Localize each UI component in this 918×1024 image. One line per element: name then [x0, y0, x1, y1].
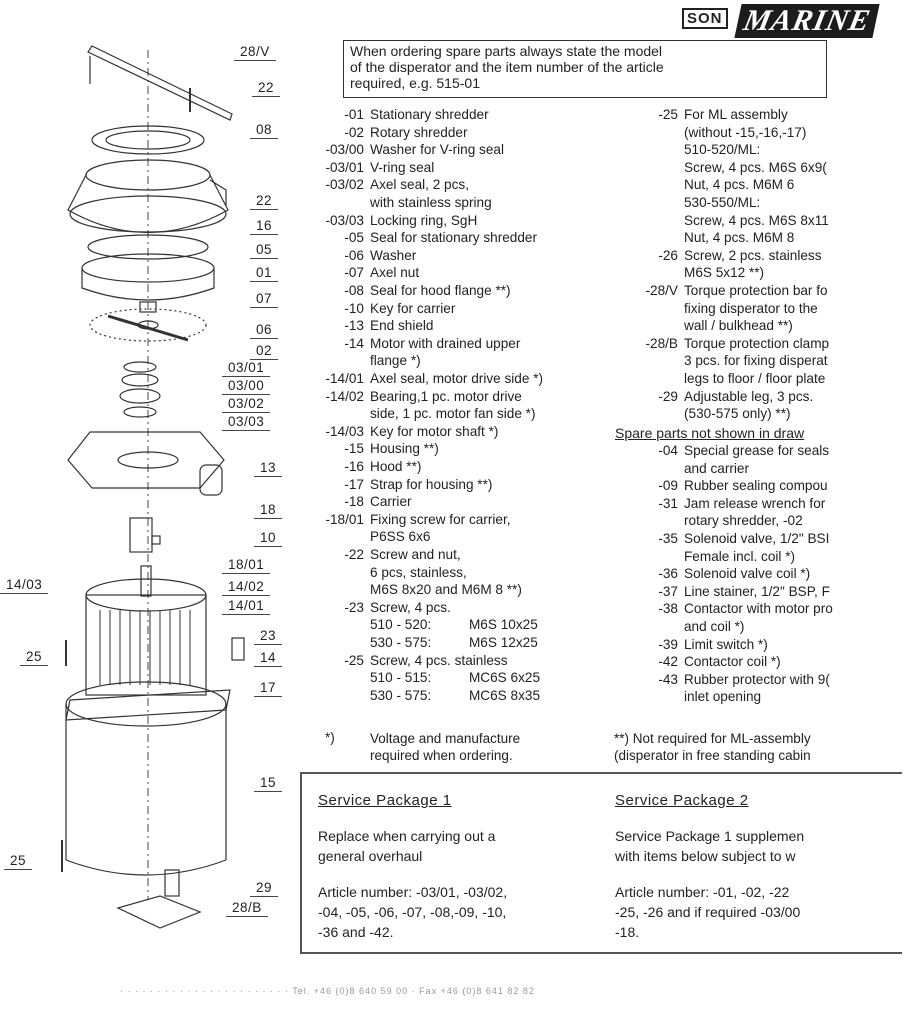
leader-line — [0, 593, 48, 594]
parts-list-row — [370, 352, 421, 370]
parts-list-row — [344, 124, 468, 142]
label-08: 08 — [256, 122, 272, 137]
part-description: Contactor with motor pro — [684, 601, 833, 617]
leader-line — [254, 696, 282, 697]
part-description: Fixing screw for carrier, — [370, 511, 511, 527]
part-description: Nut, 4 pcs. M6M 8 — [684, 230, 795, 246]
parts-list-left — [325, 106, 615, 716]
label-02: 02 — [256, 343, 272, 358]
part-description: 510-520/ML: — [684, 142, 761, 158]
parts-list-row — [344, 282, 511, 300]
pkg1-desc-line: general overhaul — [318, 848, 423, 864]
not-shown-heading: Spare parts not shown in draw — [615, 425, 805, 441]
service-package-1-desc — [318, 826, 495, 866]
part-number: -28/B — [645, 335, 678, 351]
parts-list-row — [344, 599, 451, 617]
parts-list-row — [344, 264, 420, 282]
parts-list-row — [325, 388, 522, 406]
part-number: -09 — [658, 478, 678, 494]
company-logo — [680, 4, 880, 42]
label-22-top: 22 — [258, 80, 274, 95]
parts-not-shown-row — [658, 671, 830, 689]
part-description: Washer for V-ring seal — [370, 142, 504, 158]
service-package-2-title: Service Package 2 — [615, 792, 749, 809]
part-number: -01 — [344, 107, 364, 122]
part-number: -14/02 — [325, 388, 364, 404]
part-description: P6SS 6x6 — [370, 529, 431, 545]
part-description: Screw, 4 pcs. — [370, 599, 451, 615]
leader-line — [222, 573, 270, 574]
part-description: legs to floor / floor plate — [684, 371, 826, 386]
parts-list-row — [344, 546, 461, 564]
part-description: (without -15,-16,-17) — [684, 124, 807, 140]
part-description: 530 - 575: M6S 12x25 — [370, 635, 538, 650]
part-number: -31 — [658, 495, 678, 511]
parts-list-row — [344, 476, 493, 494]
part-description: inlet opening — [684, 689, 762, 705]
part-number: -03/00 — [325, 142, 364, 158]
label-23: 23 — [260, 628, 276, 643]
parts-list-row — [684, 176, 794, 194]
part-description: Torque protection bar fo — [684, 283, 828, 298]
part-description: Stationary shredder — [370, 107, 489, 122]
part-description: rotary shredder, -02 — [684, 513, 803, 529]
parts-list-row — [344, 300, 456, 318]
part-number: -38 — [658, 601, 678, 617]
leader-line — [20, 665, 48, 666]
part-number: -07 — [344, 265, 364, 281]
service-package-1-title: Service Package 1 — [318, 792, 452, 809]
service-package-1-articles — [318, 882, 507, 942]
label-25-bottom: 25 — [10, 853, 26, 868]
parts-not-shown-list — [658, 442, 914, 712]
part-number: -18/01 — [325, 511, 364, 527]
part-number: -37 — [658, 583, 678, 599]
part-number: -15 — [344, 441, 364, 457]
part-15-housing-bottom — [66, 860, 226, 875]
part-number: -08 — [344, 283, 364, 298]
part-number: -03/01 — [325, 159, 364, 175]
label-14: 14 — [260, 650, 276, 665]
footnote-2-line: (disperator in free standing cabin — [614, 748, 811, 763]
part-description: Special grease for seals — [684, 443, 830, 458]
parts-not-shown-row — [658, 442, 830, 460]
parts-list-row — [370, 405, 535, 423]
parts-not-shown-row — [658, 477, 828, 495]
parts-list-row — [684, 159, 827, 177]
part-description: Limit switch *) — [684, 636, 768, 652]
parts-list-row — [684, 405, 791, 423]
pkg1-article-line: -04, -05, -06, -07, -08,-09, -10, — [318, 904, 507, 920]
pkg2-desc-line: with items below subject to w — [615, 848, 796, 864]
leader-line — [222, 430, 270, 431]
part-28b-clamp — [118, 896, 200, 928]
parts-list-row — [684, 264, 764, 282]
part-description: Screw, 2 pcs. stainless — [684, 247, 822, 263]
part-description: Rotary shredder — [370, 124, 468, 140]
service-package-2-desc — [615, 826, 804, 866]
parts-list-row — [325, 212, 478, 230]
parts-list-row — [344, 106, 489, 124]
part-23-screw — [232, 638, 244, 660]
label-25-left: 25 — [26, 649, 42, 664]
parts-list-row — [370, 194, 492, 212]
part-number: -04 — [658, 443, 678, 458]
part-description: wall / bulkhead **) — [684, 318, 793, 334]
label-28b: 28/B — [232, 900, 262, 915]
part-02-blade — [108, 316, 188, 340]
part-description: For ML assembly — [684, 107, 788, 122]
part-description: Key for motor shaft *) — [370, 423, 499, 439]
parts-list-row — [370, 616, 538, 634]
parts-list-row — [325, 141, 504, 159]
parts-not-shown-row — [684, 548, 795, 566]
part-number: -14/01 — [325, 371, 364, 386]
parts-list-row — [684, 124, 806, 142]
part-number: -28/V — [645, 283, 678, 298]
footnote-1-line: required when ordering. — [370, 748, 513, 763]
parts-list-row — [370, 528, 430, 546]
parts-not-shown-row — [684, 618, 744, 636]
notice-line: required, e.g. 515-01 — [350, 75, 480, 91]
parts-list-row — [325, 176, 469, 194]
parts-list-row — [344, 440, 439, 458]
part-15-housing-top — [66, 682, 226, 726]
parts-list-row — [325, 370, 544, 388]
part-description: Torque protection clamp — [684, 335, 830, 351]
pkg1-article-line: -36 and -42. — [318, 924, 394, 940]
part-number: -35 — [658, 531, 678, 546]
leader-line — [250, 281, 278, 282]
leader-line — [250, 138, 278, 139]
parts-not-shown-row — [658, 583, 830, 601]
pkg1-desc-line: Replace when carrying out a — [318, 828, 496, 844]
parts-list-row — [370, 669, 540, 687]
part-number: -25 — [658, 107, 678, 122]
part-description: 6 pcs, stainless, — [370, 564, 467, 580]
footnote-1 — [370, 730, 520, 764]
part-number: -22 — [344, 547, 364, 562]
parts-list-row — [325, 423, 499, 441]
part-description: Contactor coil *) — [684, 654, 781, 670]
part-description: Screw and nut, — [370, 547, 461, 562]
part-number: -36 — [658, 566, 678, 582]
part-description: Female incl. coil *) — [684, 548, 796, 564]
parts-not-shown-row — [658, 600, 833, 618]
leader-line — [250, 209, 278, 210]
label-22-side: 22 — [256, 193, 272, 208]
part-description: Strap for housing **) — [370, 476, 493, 492]
parts-list-row — [684, 212, 829, 230]
part-03-02-axel-seal — [120, 389, 160, 403]
part-description: 510 - 515: MC6S 6x25 — [370, 670, 541, 686]
part-14-motor-fins — [100, 610, 190, 685]
part-description: Carrier — [370, 494, 412, 510]
label-05: 05 — [256, 242, 272, 257]
parts-not-shown-row — [684, 688, 761, 706]
part-description: Seal for stationary shredder — [370, 230, 537, 246]
part-number: -03/02 — [325, 177, 364, 193]
part-description: (530-575 only) **) — [684, 406, 791, 422]
leader-line — [222, 412, 270, 413]
parts-list-row — [344, 335, 521, 353]
parts-not-shown-row — [658, 495, 826, 513]
parts-list-row — [370, 634, 538, 652]
part-28v-bar — [88, 46, 232, 120]
parts-not-shown-row — [658, 565, 811, 583]
part-description: 530 - 575: MC6S 8x35 — [370, 687, 541, 703]
leader-line — [252, 96, 280, 97]
part-description: with stainless spring — [370, 195, 492, 210]
part-description: Screw, 4 pcs. M6S 8x11 — [684, 212, 829, 228]
parts-list-row — [684, 370, 825, 388]
parts-list-row — [684, 352, 828, 370]
part-description: Jam release wrench for — [684, 495, 826, 511]
parts-list-row — [645, 282, 828, 300]
part-number: -10 — [344, 300, 364, 316]
parts-list-row — [658, 106, 788, 124]
part-14-motor-body — [86, 595, 206, 695]
parts-list-row — [684, 300, 818, 318]
notice-line: When ordering spare parts always state the model — [350, 43, 663, 59]
label-13: 13 — [260, 460, 276, 475]
part-description: Line stainer, 1/2" BSP, F — [684, 583, 830, 599]
exploded-view-diagram — [0, 40, 300, 940]
leader-line — [4, 869, 32, 870]
label-03-01: 03/01 — [228, 360, 264, 375]
part-description: flange *) — [370, 353, 421, 369]
pkg1-article-line: Article number: -03/01, -03/02, — [318, 884, 508, 900]
leader-line — [254, 791, 282, 792]
pkg2-article-line: -18. — [615, 924, 640, 940]
parts-list-right — [645, 106, 914, 422]
part-number: -43 — [658, 671, 678, 687]
part-number: -05 — [344, 230, 364, 246]
logo-son-text: SON — [682, 8, 728, 29]
leader-line — [234, 60, 276, 61]
notice-line: of the disperator and the item number of the article — [350, 59, 664, 75]
part-03-03-locking-ring — [124, 407, 156, 417]
label-15: 15 — [260, 775, 276, 790]
part-description: Axel seal, motor drive side *) — [370, 371, 544, 386]
part-description: side, 1 pc. motor fan side *) — [370, 406, 536, 422]
leader-line — [254, 644, 282, 645]
part-description: Motor with drained upper — [370, 335, 521, 351]
part-number: -02 — [344, 124, 364, 140]
part-number: -14 — [344, 335, 364, 351]
leader-line — [222, 394, 270, 395]
part-description: Screw, 4 pcs. stainless — [370, 652, 508, 668]
logo-marine-text: MARINE — [734, 4, 879, 38]
parts-list-row — [658, 388, 814, 406]
pkg2-desc-line: Service Package 1 supplemen — [615, 828, 805, 844]
parts-not-shown-row — [658, 653, 781, 671]
leader-line — [250, 234, 278, 235]
part-description: End shield — [370, 318, 434, 334]
part-description: Adjustable leg, 3 pcs. — [684, 388, 814, 404]
part-description: Rubber sealing compou — [684, 478, 828, 494]
parts-not-shown-row — [684, 460, 749, 478]
parts-list-row — [370, 581, 522, 599]
part-number: -17 — [344, 476, 364, 492]
footnote-1-line: Voltage and manufacture — [370, 731, 521, 746]
part-description: 510 - 520: M6S 10x25 — [370, 617, 538, 633]
label-18: 18 — [260, 502, 276, 517]
service-package-box — [300, 772, 902, 954]
parts-list-row — [344, 247, 417, 265]
label-29: 29 — [256, 880, 272, 895]
part-description: Solenoid valve, 1/2" BSI — [684, 531, 830, 546]
part-03-00-washer — [122, 374, 158, 386]
parts-list-row — [325, 511, 511, 529]
part-description: Solenoid valve coil *) — [684, 566, 811, 582]
leader-line — [222, 595, 270, 596]
part-03-01-vring — [124, 362, 156, 372]
parts-not-shown-row — [658, 636, 768, 654]
leader-line — [226, 916, 268, 917]
parts-list-row — [684, 141, 760, 159]
parts-list-row — [684, 317, 793, 335]
part-description: M6S 8x20 and M6M 8 **) — [370, 582, 522, 598]
page-footer: · · · · · · · · · · · · · · · · · · · · · · · Tel. +46 (0)8 640 59 00 · Fax +46 (0)8 641 82 82 — [120, 986, 535, 996]
footnote-2-line: **) Not required for ML-assembly — [614, 731, 811, 746]
pkg2-article-line: Article number: -01, -02, -22 — [615, 884, 790, 900]
part-14-motor-shaft — [141, 566, 151, 596]
part-description: Screw, 4 pcs. M6S 6x9( — [684, 159, 827, 175]
parts-list-row — [658, 247, 822, 265]
leader-line — [222, 614, 270, 615]
parts-list-row — [344, 458, 422, 476]
label-01: 01 — [256, 265, 272, 280]
parts-list-row — [370, 687, 540, 705]
part-description: 530-550/ML: — [684, 195, 761, 210]
leader-line — [254, 518, 282, 519]
part-description: and carrier — [684, 460, 749, 476]
parts-not-shown-row — [658, 530, 830, 548]
part-number: -39 — [658, 636, 678, 652]
part-description: 3 pcs. for fixing disperat — [684, 353, 828, 369]
parts-not-shown-row — [684, 512, 803, 530]
leader-line — [254, 666, 282, 667]
parts-list-row — [344, 493, 412, 511]
parts-list-row — [684, 194, 760, 212]
label-16: 16 — [256, 218, 272, 233]
part-description: Hood **) — [370, 459, 422, 474]
label-14-02: 14/02 — [228, 579, 264, 594]
parts-list-row — [645, 335, 830, 353]
leader-line — [254, 546, 282, 547]
parts-list-row — [344, 652, 508, 670]
part-description: Key for carrier — [370, 300, 456, 316]
part-description: Axel seal, 2 pcs, — [370, 177, 469, 193]
service-package-2-articles — [615, 882, 800, 942]
footnote-2 — [614, 730, 914, 764]
part-18-carrier — [130, 518, 152, 552]
part-description: fixing disperator to the — [684, 300, 818, 316]
part-number: -26 — [658, 247, 678, 263]
part-number: -18 — [344, 494, 364, 510]
part-number: -29 — [658, 388, 678, 404]
parts-list-row — [684, 229, 794, 247]
part-description: Bearing,1 pc. motor drive — [370, 388, 522, 404]
part-description: Housing **) — [370, 441, 439, 457]
ordering-notice-box — [343, 40, 827, 98]
part-description: Seal for hood flange **) — [370, 283, 511, 298]
leader-line — [222, 376, 270, 377]
parts-list-row — [325, 159, 435, 177]
pkg2-article-line: -25, -26 and if required -03/00 — [615, 904, 801, 920]
part-description: V-ring seal — [370, 159, 435, 175]
leader-line — [250, 258, 278, 259]
part-number: -25 — [344, 652, 364, 668]
part-13-outlet — [200, 465, 222, 495]
parts-list-row — [344, 229, 537, 247]
leader-line — [250, 896, 278, 897]
leader-line — [250, 338, 278, 339]
part-description: Locking ring, SgH — [370, 212, 478, 228]
part-description: and coil *) — [684, 619, 745, 634]
part-description: Nut, 4 pcs. M6M 6 — [684, 177, 795, 193]
part-number: -06 — [344, 247, 364, 263]
part-number: -23 — [344, 599, 364, 615]
part-description: M6S 5x12 **) — [684, 265, 765, 281]
label-06: 06 — [256, 322, 272, 337]
part-10-key — [152, 536, 160, 544]
part-number: -03/03 — [325, 212, 364, 228]
part-number: -14/03 — [325, 423, 364, 439]
label-10: 10 — [260, 530, 276, 545]
label-03-00: 03/00 — [228, 378, 264, 393]
label-03-02: 03/02 — [228, 396, 264, 411]
label-07: 07 — [256, 291, 272, 306]
label-18-01: 18/01 — [228, 557, 264, 572]
footnote-1-mark: *) — [325, 730, 335, 745]
label-14-03: 14/03 — [6, 577, 42, 592]
part-description: Rubber protector with 9( — [684, 671, 830, 687]
part-number: -16 — [344, 459, 364, 474]
part-description: Axel nut — [370, 265, 420, 281]
label-14-01: 14/01 — [228, 598, 264, 613]
part-number: -13 — [344, 318, 364, 334]
label-28v: 28/V — [240, 44, 270, 59]
parts-list-row — [370, 564, 467, 582]
parts-list-row — [344, 317, 434, 335]
label-17: 17 — [260, 680, 276, 695]
label-03-03: 03/03 — [228, 414, 264, 429]
part-description: Washer — [370, 247, 417, 263]
leader-line — [250, 307, 278, 308]
leader-line — [254, 476, 282, 477]
part-number: -42 — [658, 654, 678, 670]
